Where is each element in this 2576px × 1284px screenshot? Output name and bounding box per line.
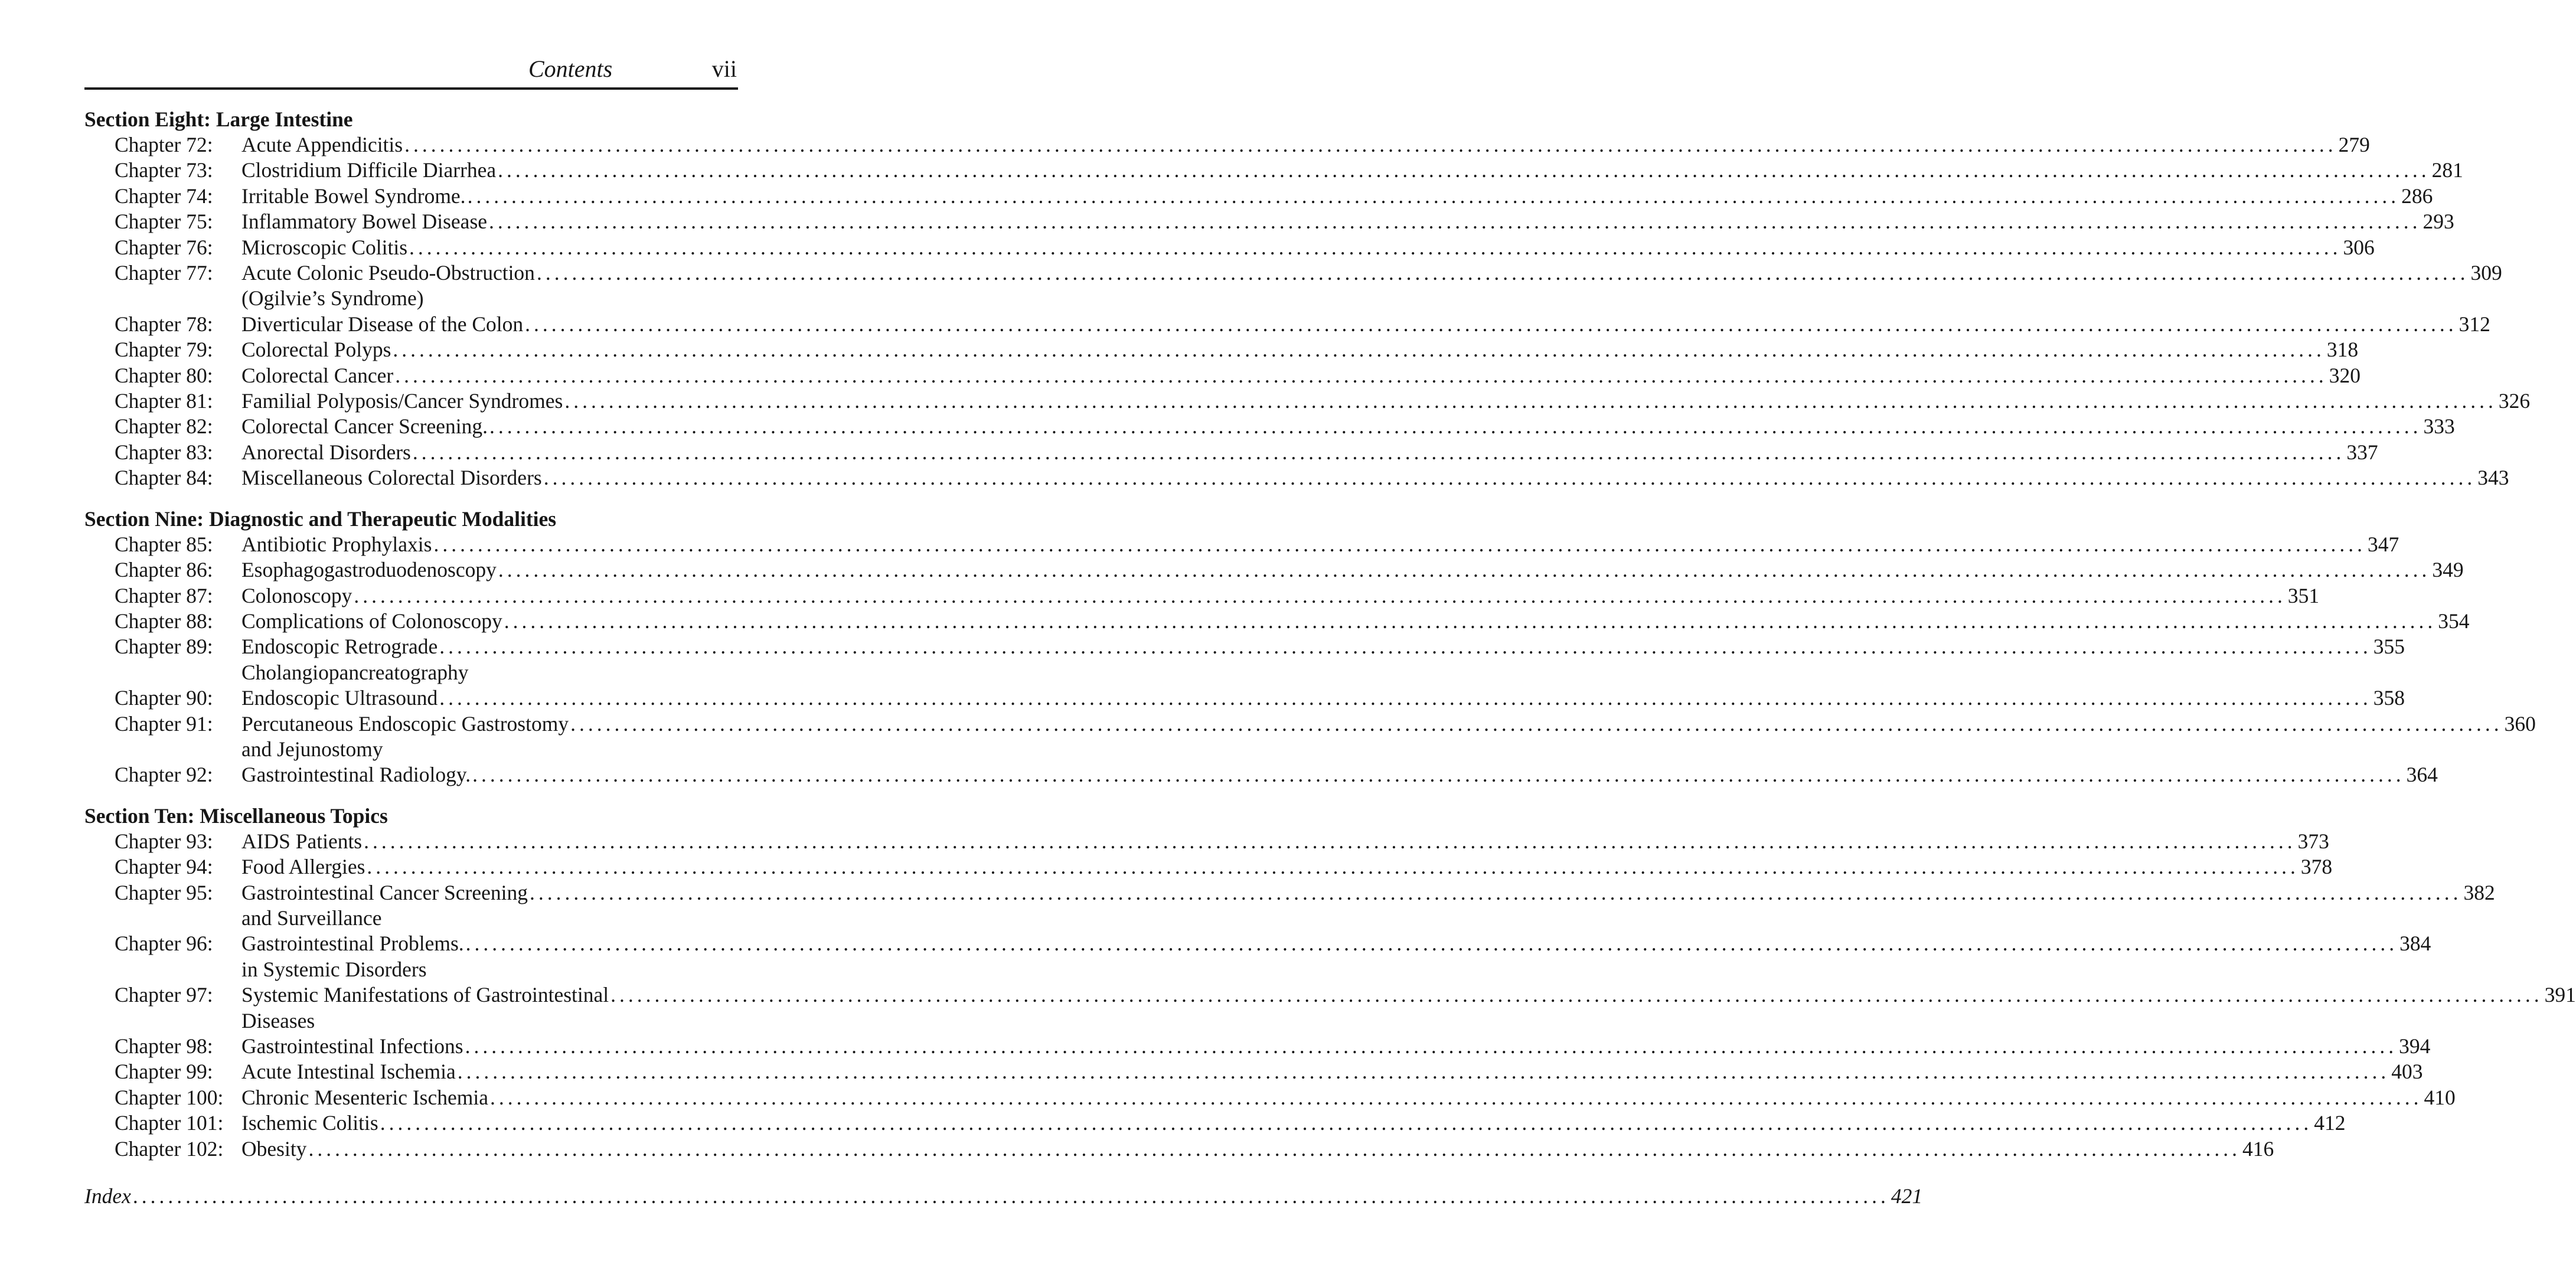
chapter-number: Chapter 81: [115,389,213,413]
chapter-title-block [241,1110,2345,1136]
chapter-line [241,880,2495,906]
chapter-number: Chapter 83: [115,440,213,464]
chapter-number: Chapter 74: [115,184,213,208]
chapter-title-block [241,762,2438,788]
chapter-page: 416 [2242,1136,2274,1161]
chapter-page: 410 [2424,1085,2456,1109]
toc-entry[interactable] [84,312,2490,337]
chapter-line [241,634,2405,659]
chapter-title: Acute Intestinal Ischemia [241,1060,456,1084]
chapter-title-block [241,388,2530,414]
dot-leader: ............................................................................................................................................................................................................................ [393,338,2325,362]
chapter-title: Endoscopic Ultrasound [241,686,438,710]
toc-section [84,106,2531,491]
chapter-line [241,209,2454,234]
chapter-page: 364 [2406,763,2438,787]
toc-entry[interactable] [84,880,2495,932]
chapter-title: Gastrointestinal Radiology. [241,763,471,787]
chapter-line [241,440,2378,465]
toc-entry[interactable] [84,609,2470,634]
chapter-line [241,557,2464,583]
chapter-number: Chapter 102: [115,1136,224,1161]
chapter-page: 320 [2329,363,2361,387]
chapter-line [241,132,2370,158]
chapter-title: Endoscopic Retrograde [241,635,438,659]
chapter-number: Chapter 89: [115,635,213,659]
chapter-number: Chapter 77: [115,261,213,285]
dot-leader: ............................................................................................................................................................................................................................ [457,1060,2390,1084]
chapter-title-block [241,363,2360,388]
chapter-title: AIDS Patients [241,829,363,853]
dot-leader: ............................................................................................................................................................................................................................ [412,440,2345,464]
chapter-line [241,854,2332,880]
chapter-title-block [241,440,2378,465]
chapter-title-block [241,235,2375,260]
chapter-title: Familial Polyposis/Cancer Syndromes [241,389,563,413]
chapter-line [241,583,2319,609]
chapter-title: Colorectal Cancer [241,363,394,387]
toc-entry[interactable] [84,363,2361,388]
chapter-page: 360 [2504,711,2536,736]
chapter-number: Chapter 97: [115,983,213,1007]
section-title: Section Nine: Diagnostic and Therapeutic Modalities [84,507,557,531]
dot-leader: ............................................................................................................................................................................................................................ [504,609,2437,633]
chapter-title: Irritable Bowel Syndrome. [241,184,466,208]
chapter-page: 384 [2399,932,2431,956]
chapter-page: 391 [2544,983,2576,1007]
toc-entry[interactable] [84,829,2329,854]
toc-entry[interactable] [84,1085,2456,1110]
chapter-title: Complications of Colonoscopy [241,609,502,633]
toc-entry[interactable] [84,158,2463,183]
dot-leader: ............................................................................................................................................................................................................................ [404,133,2337,156]
chapter-number: Chapter 93: [115,829,213,853]
dot-leader: ............................................................................................................................................................................................................................ [367,855,2299,879]
chapter-title-continued: Diseases [241,1008,315,1033]
chapter-title-continued: (Ogilvie’s Syndrome) [241,286,424,311]
chapter-line [241,1085,2456,1110]
dot-leader: ............................................................................................................................................................................................................................ [564,389,2497,413]
toc-entry[interactable] [84,982,2576,1034]
running-header [84,54,738,90]
chapter-title-block [241,711,2536,763]
chapter-line [241,260,2502,286]
chapter-line [241,685,2405,711]
dot-leader: ............................................................................................................................................................................................................................ [433,532,2366,556]
chapter-page: 378 [2300,855,2333,879]
chapter-number: Chapter 96: [115,932,213,956]
chapter-line [241,184,2433,209]
dot-leader: ............................................................................................................................................................................................................................ [439,686,2372,710]
dot-leader: ............................................................................................................................................................................................................................ [308,1136,2241,1161]
chapter-title: Chronic Mesenteric Ischemia [241,1085,488,1109]
chapter-title: Anorectal Disorders [241,440,411,464]
toc-entry[interactable] [84,583,2320,609]
chapter-number: Chapter 78: [115,312,213,336]
chapter-title-block [241,1085,2456,1110]
chapter-number: Chapter 72: [115,133,213,156]
chapter-line [241,363,2360,388]
chapter-page: 358 [2373,686,2405,710]
chapter-page: 326 [2498,389,2531,413]
toc-entry[interactable] [84,184,2433,209]
chapter-title: Acute Appendicitis [241,133,403,156]
chapter-title-block [241,414,2455,439]
chapter-title: Gastrointestinal Cancer Screening [241,880,528,904]
dot-leader: ............................................................................................................................................................................................................................ [467,184,2400,208]
chapter-number: Chapter 75: [115,210,213,234]
dot-leader: ............................................................................................................................................................................................................................ [530,880,2462,904]
chapter-title-block [241,609,2470,634]
toc-section [84,803,2576,1162]
chapter-page: 312 [2459,312,2490,336]
chapter-line [241,465,2509,491]
dot-leader: ............................................................................................................................................................................................................................ [465,1034,2398,1058]
dot-leader: ............................................................................................................................................................................................................................ [465,932,2398,956]
toc-entry[interactable] [84,711,2536,763]
toc-entry[interactable] [84,854,2333,880]
toc-entry[interactable] [84,260,2502,312]
chapter-page: 286 [2401,184,2433,208]
chapter-title-continued: and Jejunostomy [241,737,383,761]
chapter-line [241,337,2358,362]
toc-entry[interactable] [84,532,2399,557]
chapter-page: 293 [2422,210,2454,234]
chapter-line [241,1110,2345,1136]
chapter-number: Chapter 88: [115,609,213,633]
chapter-title-continued: in Systemic Disorders [241,957,427,981]
running-header-title: Contents [528,55,613,82]
page-number: vii [711,55,737,82]
chapter-title: Food Allergies [241,855,365,879]
chapter-title: Obesity [241,1136,307,1161]
chapter-title: Gastrointestinal Problems. [241,932,464,956]
chapter-line [241,414,2455,439]
chapter-line [241,532,2399,557]
toc-entry[interactable] [84,465,2509,491]
chapter-title: Miscellaneous Colorectal Disorders [241,466,542,490]
dot-leader: ............................................................................................................................................................................................................................ [536,261,2469,285]
chapter-page: 412 [2314,1111,2346,1135]
chapter-number: Chapter 94: [115,855,213,879]
chapter-title-block [241,532,2399,557]
dot-leader: ............................................................................................................................................................................................................................ [610,983,2543,1007]
chapter-number: Chapter 98: [115,1034,213,1058]
chapter-line [241,609,2470,634]
chapter-line [241,762,2438,788]
chapter-line [241,388,2530,414]
chapter-page: 394 [2399,1034,2431,1058]
chapter-page: 355 [2373,635,2405,659]
chapter-title: Systemic Manifestations of Gastrointestinal [241,983,609,1007]
chapter-page: 337 [2346,440,2378,464]
toc-section [84,506,2536,788]
chapter-title-block [241,209,2454,234]
dot-leader: ............................................................................................................................................................................................................................ [354,583,2286,607]
chapter-title: Diverticular Disease of the Colon [241,312,524,336]
chapter-title-block [241,685,2405,711]
chapter-title-block [241,337,2358,362]
chapter-number: Chapter 86: [115,558,213,582]
chapter-title-block [241,583,2319,609]
chapter-title-block [241,931,2431,982]
dot-leader: ............................................................................................................................................................................................................................ [498,158,2430,182]
chapter-title: Acute Colonic Pseudo-Obstruction [241,261,535,285]
chapter-line [241,1059,2423,1084]
chapter-line [241,158,2463,183]
chapter-number: Chapter 92: [115,763,213,787]
chapter-number: Chapter 95: [115,880,213,904]
toc-entry[interactable] [84,209,2454,234]
chapter-line [241,1136,2274,1162]
chapter-number: Chapter 79: [115,338,213,362]
dot-leader: ............................................................................................................................................................................................................................ [472,763,2405,787]
chapter-page: 279 [2338,133,2370,156]
chapter-title: Colorectal Polyps [241,338,391,362]
chapter-title-block [241,465,2509,491]
chapter-title-block [241,1059,2423,1084]
index-page: 421 [1891,1184,1923,1208]
dot-leader: ............................................................................................................................................................................................................................ [543,466,2476,490]
chapter-number: Chapter 90: [115,686,213,710]
chapter-page: 403 [2391,1060,2423,1084]
chapter-number: Chapter 101: [115,1111,224,1135]
chapter-line [241,1034,2430,1059]
toc-entry[interactable] [84,132,2370,158]
chapter-number: Chapter 84: [115,466,213,490]
chapter-number: Chapter 73: [115,158,213,182]
toc-entry[interactable] [84,337,2359,362]
chapter-number: Chapter 99: [115,1060,213,1084]
toc-entry[interactable] [84,685,2405,711]
dot-leader: ............................................................................................................................................................................................................................ [489,210,2421,234]
section-title: Section Ten: Miscellaneous Topics [84,803,388,828]
toc-entry-index[interactable] [84,1183,1923,1209]
chapter-title-block [241,260,2502,312]
chapter-page: 382 [2463,880,2495,904]
toc-entry[interactable] [84,931,2431,982]
dot-leader: ............................................................................................................................................................................................................................ [395,363,2327,387]
chapter-page: 306 [2343,235,2375,259]
chapter-page: 351 [2287,583,2320,607]
chapter-title-block [241,1034,2430,1059]
dot-leader: ............................................................................................................................................................................................................................ [489,414,2422,439]
chapter-number: Chapter 76: [115,235,213,259]
chapter-page: 333 [2423,414,2455,439]
toc-entry[interactable] [84,557,2464,583]
dot-leader: ............................................................................................................................................................................................................................ [439,635,2372,659]
dot-leader: ............................................................................................................................................................................................................................ [489,1085,2422,1109]
chapter-number: Chapter 91: [115,711,213,736]
chapter-title: Colonoscopy [241,583,352,607]
chapter-number: Chapter 82: [115,414,213,439]
chapter-title-block [241,634,2405,685]
dot-leader: ............................................................................................................................................................................................................................ [525,312,2457,336]
dot-leader: ............................................................................................................................................................................................................................ [498,558,2431,582]
chapter-line [241,235,2375,260]
chapter-line [241,931,2431,956]
chapter-title-block [241,132,2370,158]
dot-leader: ............................................................................................................................................................................................................................ [364,829,2296,853]
chapter-title-block [241,829,2329,854]
toc-entry[interactable] [84,762,2438,788]
chapter-title: Microscopic Colitis [241,235,408,259]
toc-entry[interactable] [84,1110,2346,1136]
chapter-title-block [241,1136,2274,1162]
toc-entry[interactable] [84,414,2455,439]
table-of-contents [84,106,2576,1162]
chapter-number: Chapter 85: [115,532,213,556]
chapter-title: Ischemic Colitis [241,1111,378,1135]
toc-entry[interactable] [84,1136,2274,1162]
chapter-page: 318 [2326,338,2359,362]
chapter-title-block [241,982,2576,1034]
chapter-title: Inflammatory Bowel Disease [241,210,488,234]
chapter-title-block [241,854,2332,880]
chapter-title-continued: Cholangiopancreatography [241,660,469,684]
section-title: Section Eight: Large Intestine [84,107,353,131]
chapter-number: Chapter 87: [115,583,213,607]
toc-entry[interactable] [84,235,2375,260]
chapter-title-continued: and Surveillance [241,906,382,930]
chapter-number: Chapter 100: [115,1085,224,1109]
chapter-title: Gastrointestinal Infections [241,1034,463,1058]
chapter-line [241,982,2576,1008]
chapter-title: Antibiotic Prophylaxis [241,532,432,556]
dot-leader: ............................................................................................................................................................................................................................ [570,711,2503,736]
chapter-title: Esophagogastroduodenoscopy [241,558,497,582]
chapter-page: 354 [2438,609,2470,633]
chapter-line [241,829,2329,854]
chapter-title-block [241,557,2464,583]
chapter-line [241,711,2536,737]
dot-leader: ........................................................................................................................................................................................................ [132,1184,1889,1208]
chapter-title-block [241,158,2463,183]
toc-entry[interactable] [84,388,2531,414]
toc-entry[interactable] [84,634,2405,685]
chapter-page: 347 [2367,532,2399,556]
toc-entry[interactable] [84,1059,2423,1084]
chapter-page: 309 [2470,261,2502,285]
chapter-page: 281 [2431,158,2463,182]
chapter-title: Clostridium Difficile Diarrhea [241,158,497,182]
chapter-page: 373 [2297,829,2329,853]
toc-entry[interactable] [84,1034,2431,1059]
chapter-title-block [241,184,2433,209]
chapter-title: Colorectal Cancer Screening. [241,414,488,439]
index-label: Index [84,1184,131,1208]
dot-leader: ............................................................................................................................................................................................................................ [380,1111,2313,1135]
chapter-title-block [241,312,2490,337]
chapter-title-block [241,880,2495,932]
toc-entry[interactable] [84,440,2378,465]
chapter-line [241,312,2490,337]
chapter-number: Chapter 80: [115,363,213,387]
chapter-page: 349 [2432,558,2464,582]
chapter-title: Percutaneous Endoscopic Gastrostomy [241,711,569,736]
chapter-page: 343 [2477,466,2509,490]
dot-leader: ............................................................................................................................................................................................................................ [409,235,2342,259]
